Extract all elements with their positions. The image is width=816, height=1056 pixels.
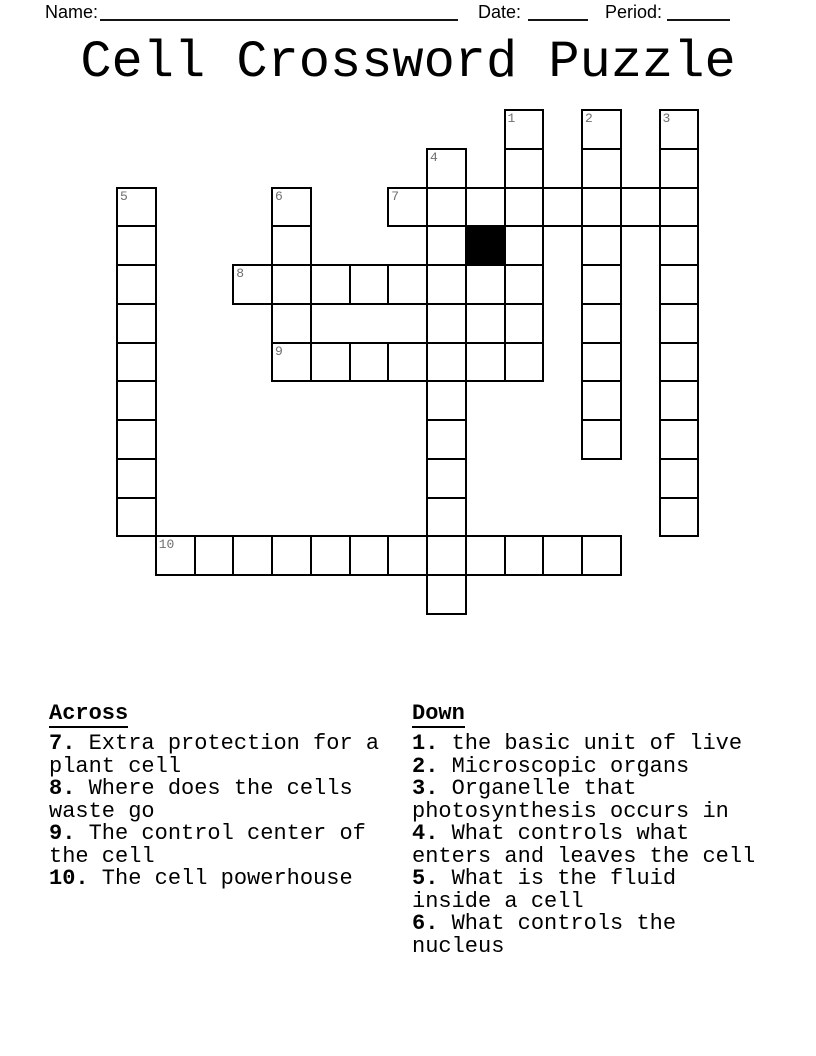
grid-cell-number: 9 (275, 343, 283, 359)
grid-cell (504, 264, 545, 305)
clue-number: 8. (49, 776, 76, 801)
grid-cell (465, 264, 506, 305)
grid-cell (426, 264, 467, 305)
clue-across-10: 10. The cell powerhouse (49, 866, 353, 891)
clue-down-5: 5. What is the fluid inside a cell (412, 866, 677, 914)
grid-cell-number: 1 (507, 111, 516, 126)
grid-cell (659, 264, 700, 305)
grid-cell (271, 225, 312, 266)
grid-cell (581, 148, 622, 189)
clue-number: 5. (412, 866, 439, 891)
grid-cell (659, 225, 700, 266)
clue-number: 1. (412, 731, 439, 756)
clue-down-3: 3. Organelle that photosynthesis occurs in (412, 776, 729, 824)
grid-cell (504, 303, 545, 344)
grid-cell (504, 535, 545, 576)
crossword-grid (116, 109, 700, 615)
grid-cell (155, 535, 196, 576)
clue-down-6: 6. What controls the nucleus (412, 911, 677, 959)
grid-cell (465, 535, 506, 576)
grid-cell (116, 497, 157, 538)
grid-cell (581, 419, 622, 460)
grid-cell-number: 2 (585, 111, 593, 126)
grid-cell (271, 264, 312, 305)
clue-number: 4. (412, 821, 439, 846)
date-label: Date: (478, 2, 522, 22)
grid-cell (271, 342, 312, 383)
grid-cell (426, 535, 467, 576)
across-clue-list (49, 733, 401, 891)
period-blank-line (667, 2, 730, 21)
grid-cell (581, 535, 622, 576)
grid-cell (542, 187, 583, 228)
grid-cell (116, 380, 157, 421)
clue-number: 7. (49, 731, 76, 756)
clue-across-9: 9. The control center of the cell (49, 821, 366, 869)
grid-cell-number: 10 (158, 537, 175, 553)
down-clue-list (412, 733, 764, 958)
grid-cell (426, 419, 467, 460)
grid-cell (232, 535, 273, 576)
grid-cell (581, 303, 622, 344)
grid-cell (387, 342, 428, 383)
grid-cell (504, 109, 545, 150)
grid-cell (426, 497, 467, 538)
across-heading: Across (49, 701, 129, 726)
clue-number: 2. (412, 753, 439, 779)
page-title: Cell Crossword Puzzle (80, 33, 736, 92)
grid-cell-number: 5 (120, 188, 128, 204)
grid-cell (581, 225, 622, 266)
grid-cell (426, 380, 467, 421)
clue-down-2: 2. Microscopic organs (412, 753, 690, 779)
grid-cell (310, 264, 351, 305)
clues-across (49, 701, 401, 891)
down-heading: Down (412, 701, 465, 726)
clue-number: 10. (49, 866, 89, 891)
grid-cell (581, 264, 622, 305)
grid-cell (116, 458, 157, 499)
grid-cell (426, 303, 467, 344)
grid-cell (659, 342, 700, 383)
grid-cell (426, 574, 467, 615)
grid-cell (581, 380, 622, 421)
clue-number: 9. (49, 821, 76, 846)
grid-cell-number: 3 (662, 111, 671, 126)
grid-cell (349, 264, 390, 305)
grid-cell (426, 148, 467, 189)
grid-cell (659, 187, 700, 228)
grid-cell (194, 535, 235, 576)
grid-cell (504, 342, 545, 383)
grid-cell-number: 6 (275, 188, 283, 204)
grid-cell-number: 7 (391, 188, 400, 204)
clue-number: 6. (412, 911, 439, 936)
grid-cell (426, 458, 467, 499)
grid-cell (232, 264, 273, 305)
grid-cell (659, 109, 700, 150)
grid-cell (659, 380, 700, 421)
grid-cell (504, 225, 545, 266)
grid-cell (426, 342, 467, 383)
grid-cell (271, 303, 312, 344)
grid-cell (504, 148, 545, 189)
grid-cell (271, 187, 312, 228)
grid-cell (426, 187, 467, 228)
clue-down-4: 4. What controls what enters and leaves the cell (412, 821, 756, 869)
grid-cell (387, 187, 428, 228)
grid-cell (659, 303, 700, 344)
grid-cell (465, 342, 506, 383)
clue-down-1: 1. the basic unit of live (412, 731, 743, 756)
period-label: Period: (605, 2, 663, 22)
grid-cell (504, 187, 545, 228)
date-blank-line (528, 2, 588, 21)
grid-cell (116, 419, 157, 460)
grid-cell (116, 187, 157, 228)
name-blank-line (100, 2, 458, 21)
grid-cell (116, 303, 157, 344)
grid-cell (581, 109, 622, 150)
grid-cell (465, 187, 506, 228)
grid-cell (310, 342, 351, 383)
grid-cell (116, 342, 157, 383)
grid-cell (387, 535, 428, 576)
grid-cell (271, 535, 312, 576)
grid-cell (349, 535, 390, 576)
grid-cell (387, 264, 428, 305)
grid-cell (310, 535, 351, 576)
grid-cell (659, 497, 700, 538)
grid-cell (116, 225, 157, 266)
grid-cell (426, 225, 467, 266)
grid-cell-number: 4 (430, 149, 438, 165)
grid-cell-number: 8 (236, 266, 245, 281)
grid-cell (659, 148, 700, 189)
clue-number: 3. (412, 776, 439, 801)
grid-cell (349, 342, 390, 383)
clues-down (412, 701, 764, 958)
grid-cell-black (465, 225, 506, 266)
grid-cell (542, 535, 583, 576)
grid-cell (581, 342, 622, 383)
clue-across-8: 8. Where does the cells waste go (49, 776, 353, 824)
grid-cell (620, 187, 661, 228)
grid-cell (581, 187, 622, 228)
grid-cell (659, 458, 700, 499)
name-label: Name: (45, 2, 99, 22)
grid-cell (659, 419, 700, 460)
clue-across-7: 7. Extra protection for a plant cell (49, 731, 380, 779)
grid-cell (116, 264, 157, 305)
